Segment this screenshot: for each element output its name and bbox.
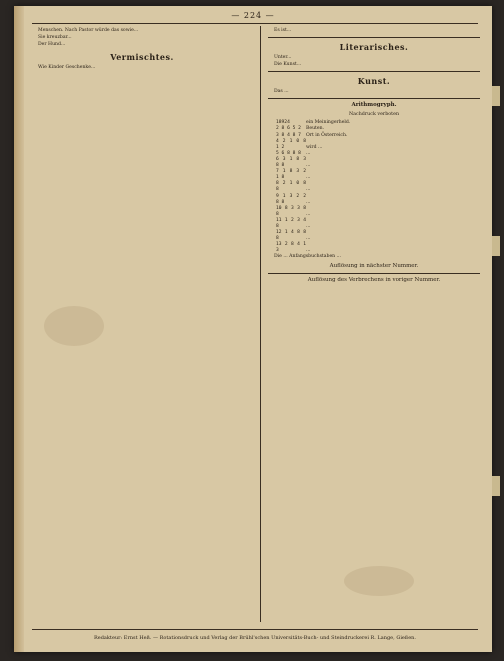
puzzle-note: Die ... Anfangsbuchstaben ...	[274, 254, 341, 260]
puzzle-row-number: 12 1 4 8 8 8	[276, 230, 306, 242]
puzzle-row-clue: wird ...	[306, 144, 323, 150]
puzzle-row-clue: Ort in Österreich.	[306, 132, 348, 138]
puzzle-row	[276, 157, 480, 169]
section-rule	[268, 98, 480, 99]
puzzle-row	[276, 181, 480, 193]
puzzle-list	[268, 120, 480, 254]
puzzle-row-number: 2 8 6 5 2	[276, 126, 301, 132]
puzzle-row-number: 10 8 3 3 8 8	[276, 205, 306, 217]
puzzle-row-clue: Beuten.	[306, 126, 325, 132]
puzzle-row-clue: ...	[306, 150, 311, 156]
puzzle-row-clue: ...	[306, 163, 311, 169]
section-title-vermischtes: Vermischtes.	[110, 52, 174, 63]
puzzle-row-clue: ...	[306, 248, 311, 254]
puzzle-row-clue: ...	[306, 211, 311, 217]
page-tab	[492, 236, 500, 256]
page-tab	[492, 86, 500, 106]
puzzle-row	[276, 230, 480, 242]
article-paragraph: Menschen. Nach Pastor würde das sowie...	[38, 28, 139, 33]
puzzle-row-number: 11 1 2 3 4 8	[276, 217, 306, 229]
solution-note: Auflösung in nächster Nummer.	[329, 262, 419, 269]
puzzle-row	[276, 194, 480, 206]
binding-edge	[14, 6, 24, 652]
puzzle-row-number: 9 1 3 2 2 8 8	[276, 193, 306, 205]
article-paragraph: Wie Kinder Geschenke...	[38, 65, 96, 71]
puzzle-row-clue: ...	[306, 236, 311, 242]
article-paragraph: Unter...	[274, 55, 292, 61]
puzzle-row-number: 18924	[276, 120, 290, 126]
footer-rule	[32, 629, 478, 630]
vermischtes-paragraphs	[32, 65, 252, 71]
puzzle-row-clue: ein Meiningerheld.	[306, 120, 351, 126]
puzzle-row-clue: ...	[306, 223, 311, 229]
column-divider	[260, 26, 261, 622]
section-rule	[268, 37, 480, 38]
article-paragraph: Sie kreuzbar...	[38, 35, 72, 41]
puzzle-row	[276, 218, 480, 230]
literarisches-paragraphs	[268, 55, 480, 68]
section-title-kunst: Kunst.	[357, 76, 391, 87]
puzzle-row	[276, 206, 480, 218]
puzzle-subtitle: Nachdruck verboten	[348, 112, 400, 118]
puzzle-row-clue: ...	[306, 175, 311, 181]
imprint-footer: Redakteur: Ernst Heß. — Rotationsdruck und Verlag der Brühl'schen Universitäts-Buch- und Steindruckerei R. Lange, Gießen.	[94, 635, 416, 641]
puzzle-row-number: 4 2 1 0 8 1 2	[276, 138, 306, 150]
newspaper-page	[14, 6, 492, 652]
puzzle-row-clue: ...	[306, 187, 311, 193]
article-paragraph: Der Hund...	[38, 42, 66, 48]
article-paragraph: Die Kunst...	[274, 62, 302, 68]
puzzle-row	[276, 139, 480, 151]
puzzle-row-number: 7 1 8 3 2 1 8	[276, 169, 306, 181]
puzzle-row	[276, 242, 480, 254]
page-number: — 224 —	[231, 11, 275, 20]
right-intro-paragraphs	[268, 28, 480, 34]
solution-title: Auflösung des Verbrechens in voriger Nummer.	[307, 276, 441, 283]
article-paragraph: Das ...	[274, 89, 289, 95]
header-rule	[32, 23, 478, 24]
section-rule	[268, 71, 480, 72]
puzzle-row-number: 3 8 4 8 7	[276, 132, 301, 138]
section-title-literarisches: Literarisches.	[339, 42, 409, 53]
puzzle-row-number: 13 2 8 4 1 3	[276, 242, 306, 254]
puzzle-row-number: 8 2 1 0 8 8	[276, 181, 306, 193]
left-paragraphs	[32, 28, 252, 48]
article-paragraph: Es ist...	[274, 28, 292, 33]
page-tab	[492, 476, 500, 496]
section-rule	[268, 273, 480, 274]
right-column	[268, 28, 480, 622]
puzzle-row	[276, 169, 480, 181]
puzzle-row-number: 6 3 1 8 3 8 8	[276, 156, 306, 169]
left-column	[32, 28, 252, 622]
kunst-paragraphs	[268, 89, 480, 95]
puzzle-row-clue: ...	[306, 199, 311, 205]
puzzle-row-number: 5 6 8 8 8	[276, 150, 301, 156]
puzzle-title: Arithmogryph.	[351, 102, 397, 109]
